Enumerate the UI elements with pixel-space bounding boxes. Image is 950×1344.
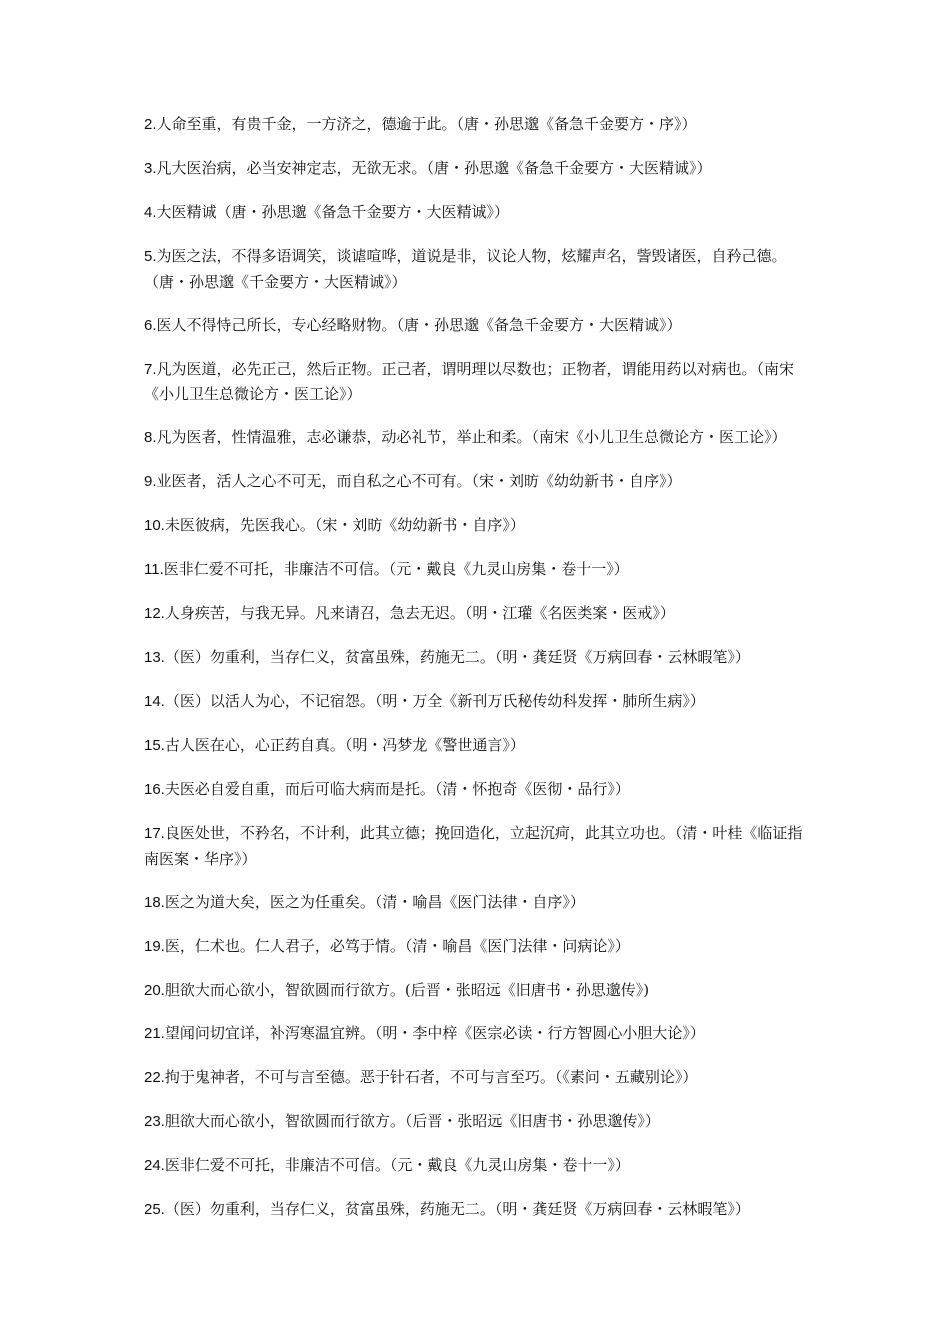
item-text: 医非仁爱不可托，非廉洁不可信。（元・戴良《九灵山房集・卷十一》）: [164, 1156, 630, 1175]
item-number: 13.: [144, 649, 165, 667]
item-text: 拘于鬼神者，不可与言至德。恶于针石者，不可与言至巧。（《素问・五藏别论》）: [164, 1068, 698, 1087]
item-number: 15.: [144, 736, 165, 754]
list-item: [144, 200, 812, 226]
item-number: 10.: [144, 517, 165, 535]
item-number: 18.: [144, 893, 165, 911]
list-item: [144, 645, 812, 671]
item-text: 医人不得恃己所长，专心经略财物。（唐・孙思邈《备急千金要方・大医精诚》）: [156, 315, 682, 334]
item-text: 望闻问切宜详，补泻寒温宜辨。（明・李中梓《医宗必读・行方智圆心小胆大论》）: [164, 1024, 705, 1043]
item-number: 7.: [144, 360, 157, 378]
list-item: [144, 1197, 812, 1223]
list-item: [144, 1153, 812, 1179]
item-number: 12.: [144, 605, 165, 623]
item-number: 6.: [144, 316, 157, 334]
item-text: （医）勿重利，当存仁义，贫富虽殊，药施无二。（明・龚廷贤《万病回春・云林暇笔》）: [164, 1200, 750, 1219]
item-number: 22.: [144, 1069, 165, 1087]
list-item: [144, 978, 812, 1004]
list-item: [144, 934, 812, 960]
item-text: 医非仁爱不可托，非廉洁不可信。（元・戴良《九灵山房集・卷十一》）: [163, 560, 629, 579]
list-item: [144, 821, 812, 871]
list-item: [144, 513, 812, 539]
list-item: [144, 1065, 812, 1091]
item-number: 20.: [144, 981, 165, 999]
list-item: [144, 357, 812, 407]
list-item: [144, 733, 812, 759]
item-text: 夫医必自爱自重，而后可临大病而是托。（清・怀抱奇《医彻・品行》）: [164, 779, 630, 798]
item-number: 14.: [144, 693, 165, 710]
item-text: 胆欲大而心欲小，智欲圆而行欲方。（后晋・张昭远《旧唐书・孙思邈传》）: [164, 1112, 660, 1131]
item-text: 业医者，活人之心不可无，而自私之心不可有。（宋・刘昉《幼幼新书・自序》）: [156, 472, 682, 491]
item-text: 人身疾苦，与我无异。凡来请召，急去无迟。（明・江瓘《名医类案・医戒》）: [164, 604, 675, 623]
item-text: （医）以活人为心，不记宿怨。（明・万全《新刊万氏秘传幼科发挥・肺所生病》）: [164, 692, 705, 710]
item-text: 凡为医道，必先正己，然后正物。正己者，谓明理以尽数也；正物者，谓能用药以对病也。（南宋《小儿卫生总微论方・医工论》）: [144, 359, 795, 404]
item-number: 4.: [144, 203, 157, 221]
item-text: 良医处世，不矜名，不计利，此其立德；挽回造化，立起沉疴，此其立功也。（清・叶桂《临证指南医案・华序》）: [144, 823, 803, 868]
item-text: 胆欲大而心欲小，智欲圆而行欲方。(后晋・张昭远《旧唐书・孙思邈传》): [164, 980, 650, 999]
list-item: [144, 557, 812, 583]
list-item: [144, 890, 812, 916]
item-number: 24.: [144, 1157, 165, 1175]
item-number: 5.: [144, 247, 157, 265]
item-number: 25.: [144, 1201, 165, 1219]
list-item: [144, 1021, 812, 1047]
list-item: [144, 112, 812, 138]
item-text: 凡为医者，性情温雅，志必谦恭，动必礼节，举止和柔。（南宋《小儿卫生总微论方・医工论》）: [156, 428, 787, 447]
item-number: 21.: [144, 1025, 165, 1043]
item-number: 23.: [144, 1113, 165, 1131]
item-number: 3.: [144, 159, 157, 177]
item-number: 8.: [144, 429, 157, 447]
item-text: （医）勿重利，当存仁义，贫富虽殊，药施无二。（明・龚廷贤《万病回春・云林暇笔》）: [164, 648, 750, 667]
item-text: 未医彼病，先医我心。（宋・刘昉《幼幼新书・自序》）: [164, 516, 525, 535]
item-number: 2.: [144, 116, 157, 133]
list-item: [144, 777, 812, 803]
item-text: 为医之法，不得多语调笑，谈谑喧哗，道说是非，议论人物，炫耀声名，訾毁诸医，自矜己德。（唐・孙思邈《千金要方・大医精诚》）: [144, 246, 787, 291]
list-item: [144, 313, 812, 339]
item-text: 医，仁术也。仁人君子，必笃于情。（清・喻昌《医门法律・问病论》）: [164, 936, 630, 955]
list-item: [144, 425, 812, 451]
item-number: 19.: [144, 937, 165, 955]
item-number: 11.: [144, 561, 164, 579]
item-number: 17.: [144, 824, 165, 842]
list-item: [144, 689, 812, 715]
item-number: 9.: [144, 473, 157, 491]
item-text: 古人医在心，心正药自真。（明・冯梦龙《警世通言》）: [164, 735, 525, 754]
item-number: 16.: [144, 780, 165, 798]
list-item: [144, 469, 812, 495]
item-text: 凡大医治病，必当安神定志，无欲无求。（唐・孙思邈《备急千金要方・大医精诚》）: [156, 158, 712, 177]
item-text: 医之为道大矣，医之为任重矣。（清・喻昌《医门法律・自序》）: [164, 892, 585, 911]
list-item: [144, 601, 812, 627]
document-page: [144, 112, 812, 1241]
item-text: 大医精诚（唐・孙思邈《备急千金要方・大医精诚》）: [156, 202, 510, 221]
list-item: [144, 156, 812, 182]
list-item: [144, 244, 812, 294]
list-item: [144, 1109, 812, 1135]
item-text: 人命至重，有贵千金，一方济之，德逾于此。（唐・孙思邈《备急千金要方・序》）: [156, 115, 697, 133]
